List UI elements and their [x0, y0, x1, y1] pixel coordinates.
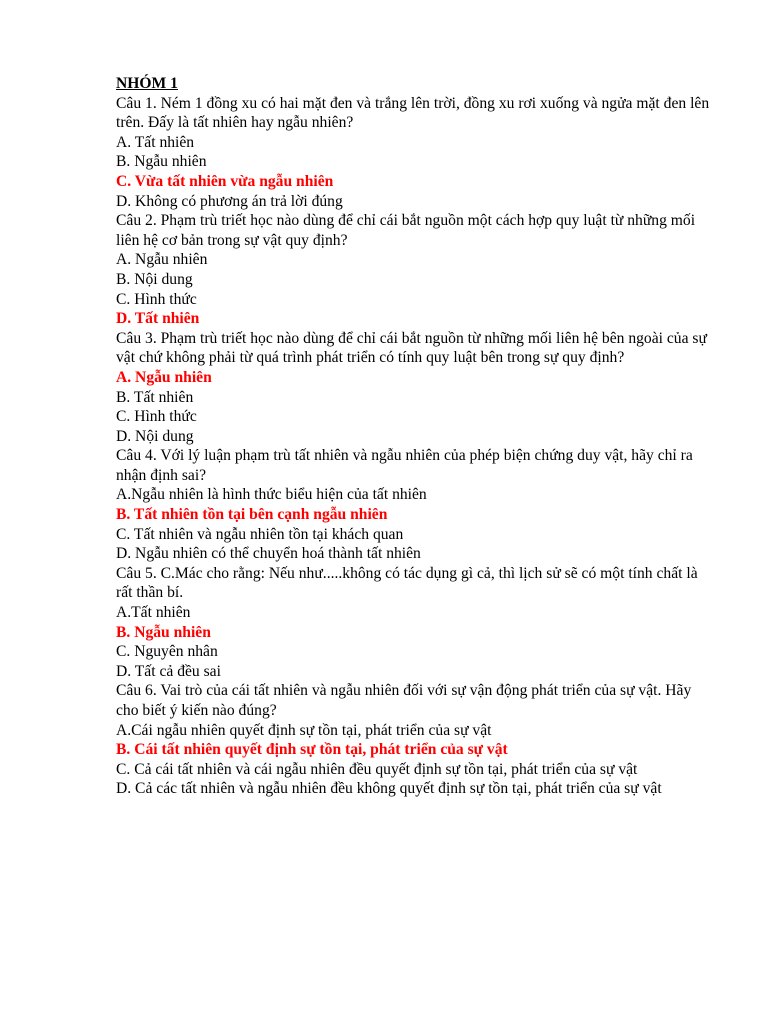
document-body [116, 74, 716, 799]
question-block [116, 446, 716, 564]
answer-option: D. Nội dung [116, 427, 194, 445]
answer-option: B. Nội dung [116, 270, 193, 288]
answer-option: D. Không có phương án trả lời đúng [116, 192, 343, 210]
question-text: Câu 4. Với lý luận phạm trù tất nhiên và ngẫu nhiên của phép biện chứng duy vật, hãy chỉ ra nhận định sai? [116, 447, 693, 484]
question-text: Câu 1. Ném 1 đồng xu có hai mặt đen và trắng lên trời, đồng xu rơi xuống và ngửa mặt đen lên trên. Đấy là tất nhiên hay ngẫu nhiên? [116, 94, 710, 132]
answer-option: D. Ngẫu nhiên có thể chuyển hoá thành tất nhiên [116, 545, 421, 563]
answer-option-correct: B. Ngẫu nhiên [116, 623, 211, 641]
answer-option: B. Ngẫu nhiên [116, 153, 207, 171]
question-text: Câu 2. Phạm trù triết học nào dùng để chỉ cái bắt nguồn một cách hợp quy luật từ những mối liên hệ cơ bản trong sự vật quy định? [116, 212, 696, 249]
question-block [116, 211, 716, 329]
answer-option: A. Tất nhiên [116, 133, 195, 151]
answer-option: C. Tất nhiên và ngẫu nhiên tồn tại khách quan [116, 525, 404, 543]
answer-option-correct: D. Tất nhiên [116, 310, 200, 328]
answer-option: C. Nguyên nhân [116, 643, 218, 661]
question-block [116, 564, 716, 682]
question-text: Câu 5. C.Mác cho rằng: Nếu như.....không có tác dụng gì cả, thì lịch sử sẽ có một tính chất là rất thần bí. [116, 564, 698, 602]
answer-option-correct: A. Ngẫu nhiên [116, 368, 212, 386]
answer-option-correct: C. Vừa tất nhiên vừa ngẫu nhiên [116, 172, 334, 190]
answer-option: D. Tất cả đều sai [116, 662, 221, 680]
answer-option: B. Tất nhiên [116, 388, 194, 406]
document-title: NHÓM 1 [116, 75, 178, 92]
answer-option-correct: B. Cái tất nhiên quyết định sự tồn tại, phát triển của sự vật [116, 741, 508, 759]
answer-option: A.Tất nhiên [116, 604, 191, 622]
answer-option: C. Hình thức [116, 290, 197, 308]
question-text: Câu 3. Phạm trù triết học nào dùng để chỉ cái bắt nguồn từ những mối liên hệ bên ngoài của sự vật chứ không phải từ quá trình phát triển có tính quy luật bên trong sự quy định? [116, 329, 707, 367]
question-block [116, 94, 716, 212]
answer-option: A.Cái ngẫu nhiên quyết định sự tồn tại, phát triển của sự vật [116, 721, 492, 739]
answer-option: D. Cả các tất nhiên và ngẫu nhiên đều không quyết định sự tồn tại, phát triển của sự vật [116, 780, 662, 798]
answer-option: C. Hình thức [116, 408, 197, 426]
answer-option-correct: B. Tất nhiên tồn tại bên cạnh ngẫu nhiên [116, 506, 388, 524]
answer-option: A.Ngẫu nhiên là hình thức biểu hiện của tất nhiên [116, 486, 427, 504]
question-block [116, 329, 716, 447]
question-text: Câu 6. Vai trò của cái tất nhiên và ngẫu nhiên đối với sự vận động phát triển của sự vật. Hãy cho biết ý kiến nào đúng? [116, 682, 692, 719]
answer-option: A. Ngẫu nhiên [116, 251, 208, 269]
answer-option: C. Cả cái tất nhiên và cái ngẫu nhiên đều quyết định sự tồn tại, phát triển của sự vật [116, 760, 638, 778]
question-block [116, 681, 716, 799]
